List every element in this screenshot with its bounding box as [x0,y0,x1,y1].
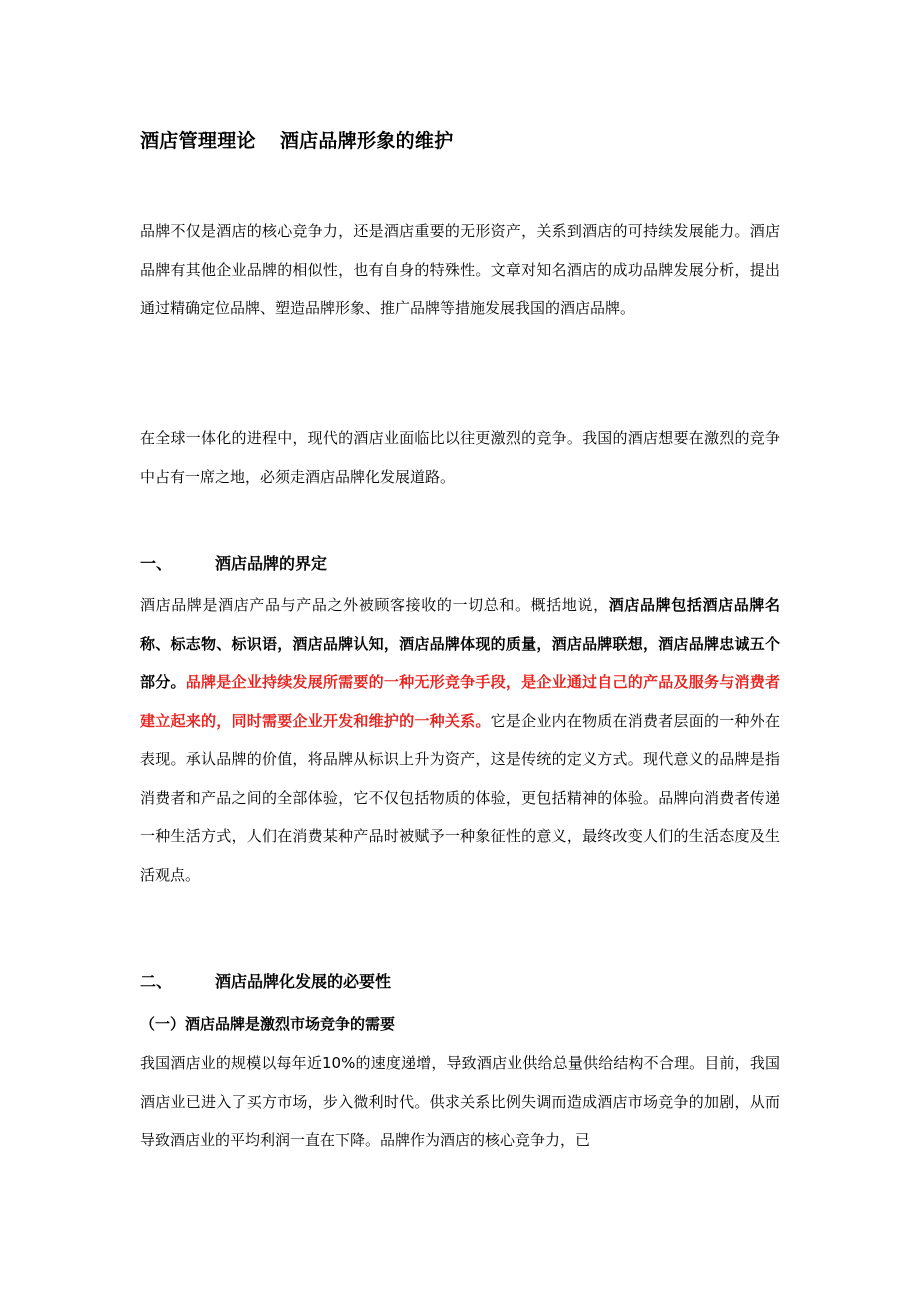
section-1-text-bold: 酒店品牌包括酒店品牌名称、标志物、标识语，酒店品牌认知，酒店品牌体现的质量，酒店品牌联想，酒店品牌忠诚五个部分。 [140,596,780,691]
section-1-heading [140,552,780,576]
subsection-2-1-label: （一） [140,1015,186,1033]
title-part-1: 酒店管理理论 [140,130,256,152]
abstract-paragraph: 品牌不仅是酒店的核心竞争力，还是酒店重要的无形资产，关系到酒店的可持续发展能力。酒店品牌有其他企业品牌的相似性，也有自身的特殊性。文章对知名酒店的成功品牌发展分析，提出通过精确定位品牌、塑造品牌形象、推广品牌等措施发展我国的酒店品牌。 [140,222,780,317]
section-2-number: 二、 [140,972,173,991]
section-2-paragraph: 我国酒店业的规模以每年近10%的速度递增，导致酒店业供给总量供给结构不合理。目前，我国酒店业已进入了买方市场，步入微利时代。供求关系比例失调而造成酒店市场竞争的加剧，从而导致酒店业的平均利润一直在下降。品牌作为酒店的核心竞争力，已 [140,1054,780,1149]
section-1-text-plain: 酒店品牌是酒店产品与产品之外被顾客接收的一切总和。概括地说， [140,596,609,614]
intro-paragraph: 在全球一体化的进程中，现代的酒店业面临比以往更激烈的竞争。我国的酒店想要在激烈的竞争中占有一席之地，必须走酒店品牌化发展道路。 [140,429,780,486]
section-1-text-rest: 它是企业内在物质在消费者层面的一种外在表现。承认品牌的价值，将品牌从标识上升为资产，这是传统的定义方式。现代意义的品牌是指消费者和产品之间的全部体验，它不仅包括物质的体验，更包括精神的体验。品牌向消费者传递一种生活方式，人们在消费某种产品时被赋予一种象征性的意义，最终改变人们的生活态度及生活观点。 [140,711,780,884]
title-part-2: 酒店品牌形象的维护 [279,130,454,152]
subsection-2-1-title: 酒店品牌是激烈市场竞争的需要 [185,1015,396,1033]
section-1-title: 酒店品牌的界定 [215,554,328,573]
subsection-2-1-heading [140,1012,780,1036]
document-title [140,127,780,155]
section-1-text-highlight: 品牌是企业持续发展所需要的一种无形竞争手段，是企业通过自己的产品及服务与消费者建立起来的，同时需要企业开发和维护的一种关系。 [140,673,780,730]
section-1-paragraph [140,586,780,894]
section-1-number: 一、 [140,554,173,573]
section-2-heading [140,970,780,994]
section-2-title: 酒店品牌化发展的必要性 [215,972,392,991]
